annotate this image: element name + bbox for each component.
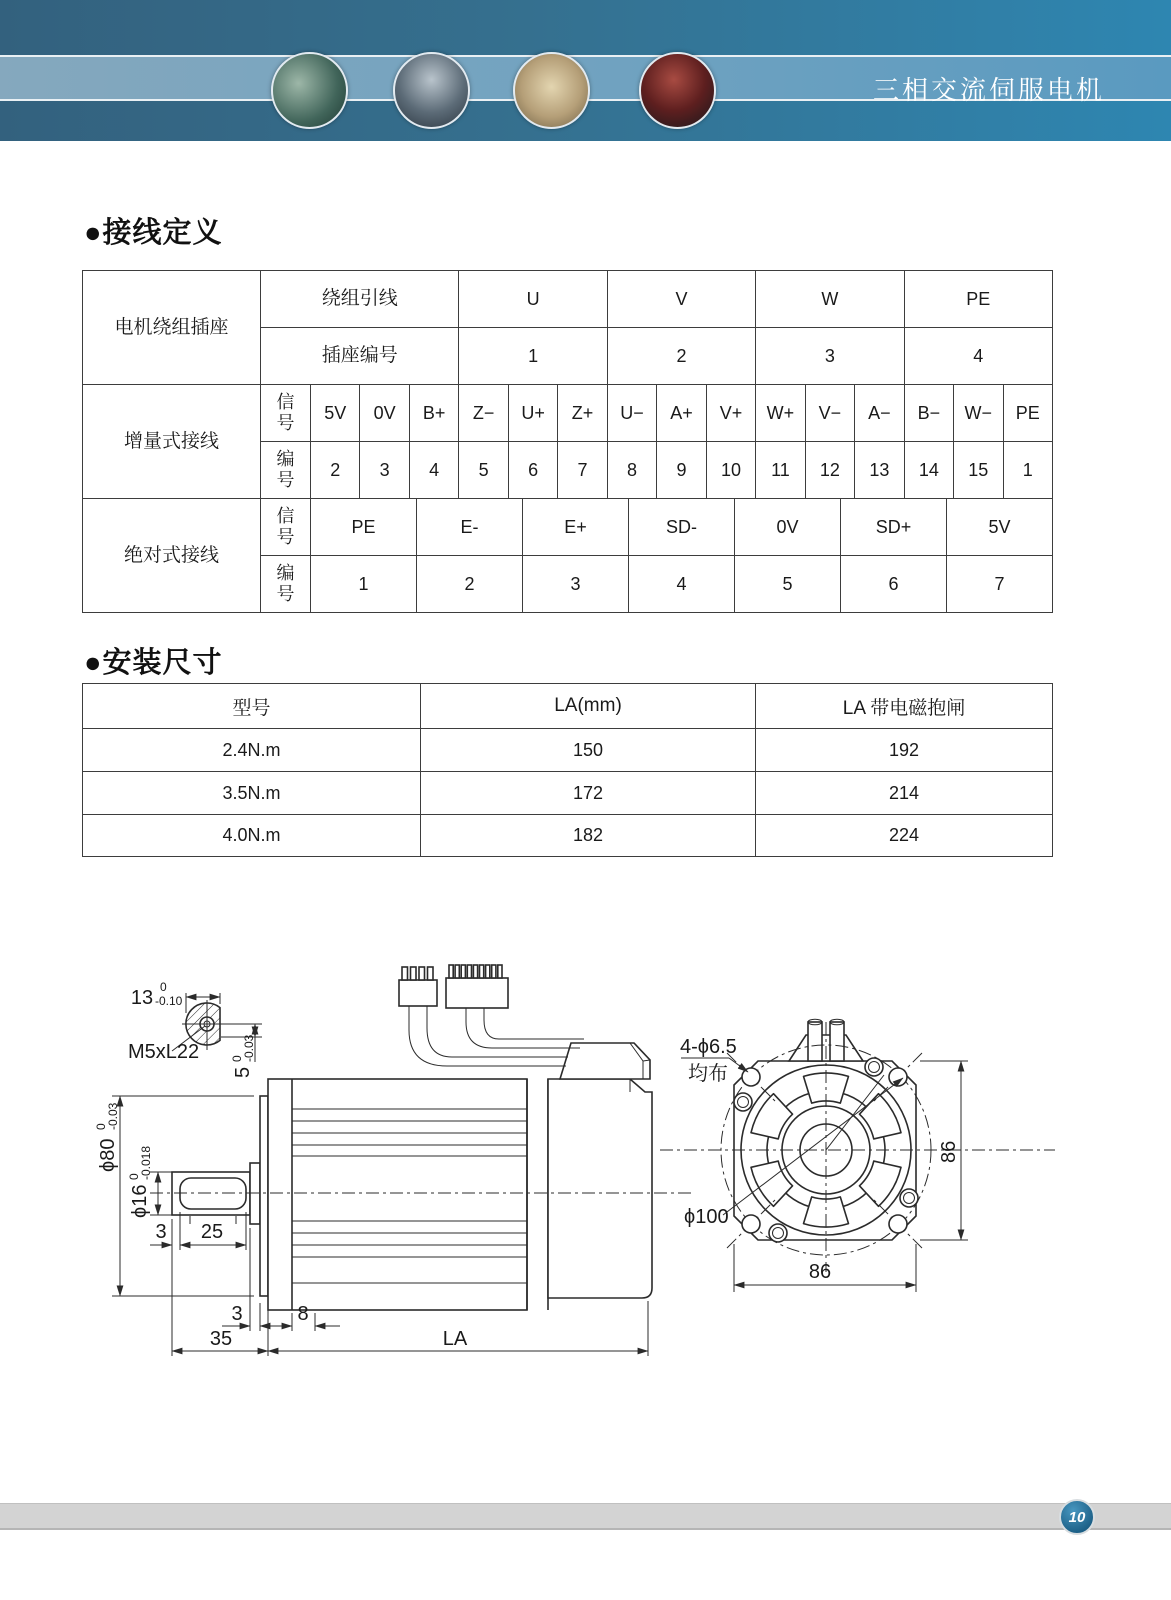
table-cell: 150 [421, 729, 756, 772]
svg-text:0: 0 [94, 1123, 108, 1130]
page-title: 三相交流伺服电机 [872, 75, 1105, 105]
lead-cell: U [459, 271, 607, 328]
signal-header: 信号 [261, 385, 311, 442]
header-photo-3 [513, 52, 590, 129]
incremental-number-cell: 4 [410, 442, 459, 499]
incremental-number-cell: 1 [1004, 442, 1053, 499]
absolute-number-cell: 3 [523, 556, 629, 613]
lead-cell: W [756, 271, 904, 328]
side-view [94, 965, 695, 1356]
absolute-number-cell: 4 [629, 556, 735, 613]
absolute-number-cell: 7 [947, 556, 1053, 613]
incremental-number-cell: 8 [608, 442, 657, 499]
motor-dimension-drawing [0, 930, 1171, 1400]
absolute-number-cell: 6 [841, 556, 947, 613]
number-header: 编号 [261, 442, 311, 499]
incremental-signal-cell: V+ [707, 385, 756, 442]
dim-dia80: ϕ80 [97, 1138, 119, 1172]
incremental-signal-cell: U+ [509, 385, 558, 442]
tap-label: M5xL22 [128, 1041, 200, 1063]
incremental-number-cell: 7 [558, 442, 607, 499]
absolute-signal-cell: SD- [629, 499, 735, 556]
mounting-table [82, 683, 1053, 857]
incremental-number-cell: 12 [806, 442, 855, 499]
incremental-signal-cell: V− [806, 385, 855, 442]
front-view [660, 1019, 1055, 1292]
dim-height-86: 86 [938, 1140, 960, 1163]
svg-text:0: 0 [127, 1173, 141, 1180]
incremental-number-cell: 11 [756, 442, 805, 499]
column-header: LA 带电磁抱闸 [756, 684, 1053, 729]
header-photo-2 [393, 52, 470, 129]
incremental-number-cell: 3 [360, 442, 409, 499]
incremental-signal-cell: 5V [311, 385, 360, 442]
winding-lead-label: 绕组引线 [261, 271, 459, 328]
signal-header: 信号 [261, 499, 311, 556]
incremental-number-cell: 15 [954, 442, 1003, 499]
table-cell: 172 [421, 772, 756, 815]
connector-plugs [399, 965, 508, 1008]
page-number-badge: 10 [1059, 1499, 1095, 1535]
incremental-number-cell: 14 [905, 442, 954, 499]
number-header: 编号 [261, 556, 311, 613]
incremental-signal-cell: W+ [756, 385, 805, 442]
column-header: 型号 [83, 684, 421, 729]
wiring-section-title: ●接线定义 [84, 217, 223, 249]
absolute-signal-cell: PE [311, 499, 417, 556]
incremental-signal-cell: A− [855, 385, 904, 442]
incremental-number-cell: 10 [707, 442, 756, 499]
absolute-number-cell: 5 [735, 556, 841, 613]
footer-bar [0, 1503, 1171, 1530]
table-cell: 182 [421, 815, 756, 857]
absolute-signal-cell: E- [417, 499, 523, 556]
dim-body-length: LA [442, 1328, 468, 1350]
absolute-number-cell: 1 [311, 556, 417, 613]
incremental-signal-cell: B+ [410, 385, 459, 442]
lead-number-cell: 3 [756, 328, 904, 385]
table-cell: 192 [756, 729, 1053, 772]
lead-cell: V [608, 271, 756, 328]
incremental-signal-cell: PE [1004, 385, 1053, 442]
socket-number-label: 插座编号 [261, 328, 459, 385]
dim-width-86: 86 [808, 1261, 832, 1283]
svg-text:-0.03: -0.03 [106, 1102, 120, 1130]
incremental-signal-cell: Z+ [558, 385, 607, 442]
absolute-label: 绝对式接线 [83, 499, 261, 613]
dim-key-offset: 3 [155, 1221, 167, 1243]
table-cell: 224 [756, 815, 1053, 857]
incremental-signal-cell: W− [954, 385, 1003, 442]
table-cell: 2.4N.m [83, 729, 421, 772]
incremental-number-cell: 9 [657, 442, 706, 499]
page-header [0, 0, 1171, 141]
socket-group-label: 电机绕组插座 [83, 271, 261, 385]
dim-5-tol-bottom: -0.03 [242, 1034, 256, 1062]
incremental-number-cell: 2 [311, 442, 360, 499]
dim-13: 13 [130, 987, 154, 1009]
incremental-signal-cell: Z− [459, 385, 508, 442]
incremental-number-cell: 6 [509, 442, 558, 499]
dim-boss: 3 [231, 1303, 243, 1325]
dim-5: 5 [232, 1066, 254, 1078]
holes-label-2: 均布 [688, 1063, 728, 1085]
table-cell: 4.0N.m [83, 815, 421, 857]
column-header: LA(mm) [421, 684, 756, 729]
incremental-label: 增量式接线 [83, 385, 261, 499]
incremental-number-cell: 5 [459, 442, 508, 499]
lead-number-cell: 4 [905, 328, 1053, 385]
incremental-number-cell: 13 [855, 442, 904, 499]
incremental-signal-cell: U− [608, 385, 657, 442]
lead-number-cell: 2 [608, 328, 756, 385]
lead-number-cell: 1 [459, 328, 607, 385]
svg-text:-0.018: -0.018 [139, 1145, 153, 1180]
absolute-signal-cell: 0V [735, 499, 841, 556]
absolute-signal-cell: E+ [523, 499, 629, 556]
dim-dia16: ϕ16 [129, 1184, 151, 1218]
dim-13-tol-top: 0 [160, 980, 167, 994]
wiring-table [82, 270, 1053, 613]
incremental-signal-cell: B− [905, 385, 954, 442]
header-photo-4 [639, 52, 716, 129]
incremental-signal-cell: A+ [657, 385, 706, 442]
dim-13-tol-bottom: -0.10 [155, 994, 183, 1008]
motor-cables [409, 1006, 584, 1066]
mounting-section-title: ●安装尺寸 [84, 647, 223, 679]
bolt-circle-label: ϕ100 [684, 1206, 729, 1228]
dim-5-tol-top: 0 [230, 1055, 244, 1062]
absolute-number-cell: 2 [417, 556, 523, 613]
header-photo-1 [271, 52, 348, 129]
incremental-signal-cell: 0V [360, 385, 409, 442]
table-cell: 3.5N.m [83, 772, 421, 815]
holes-label-1: 4-ϕ6.5 [680, 1036, 737, 1058]
lead-cell: PE [905, 271, 1053, 328]
table-cell: 214 [756, 772, 1053, 815]
dim-key-length: 25 [200, 1221, 224, 1243]
absolute-signal-cell: SD+ [841, 499, 947, 556]
absolute-signal-cell: 5V [947, 499, 1053, 556]
dim-flange-thickness: 8 [297, 1303, 309, 1325]
dim-shaft-length: 35 [209, 1328, 233, 1350]
